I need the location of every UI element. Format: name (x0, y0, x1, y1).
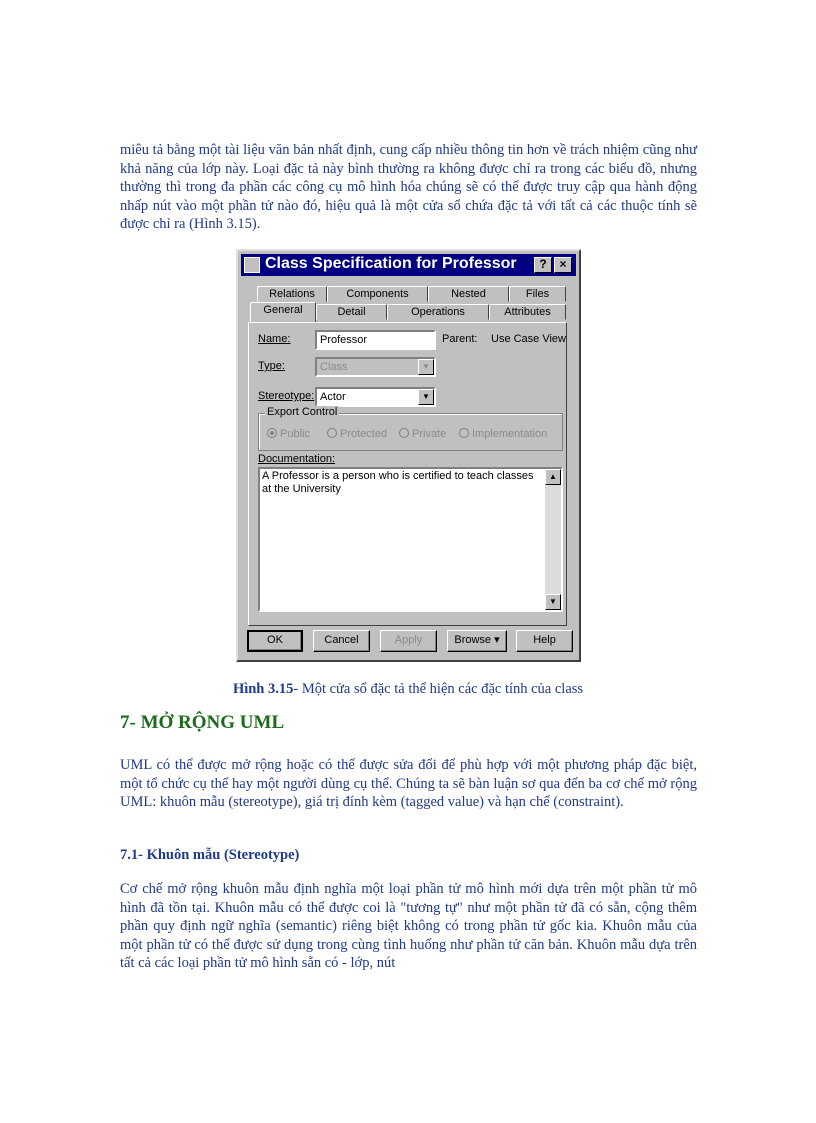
browse-button[interactable]: Browse ▾ (447, 630, 507, 652)
radio-public[interactable]: Public (267, 428, 310, 440)
scroll-up-icon[interactable]: ▲ (545, 469, 561, 485)
parent-value: Use Case View (491, 333, 566, 345)
subsection-heading: 7.1- Khuôn mẫu (Stereotype) (120, 847, 300, 863)
chevron-down-icon[interactable]: ▼ (418, 359, 434, 375)
radio-icon (327, 428, 337, 438)
parent-label: Parent: (442, 333, 478, 345)
type-label: Type: (258, 360, 285, 372)
name-label: Name: (258, 333, 291, 345)
tab-files[interactable]: Files (509, 286, 566, 302)
close-button[interactable]: × (554, 257, 572, 273)
tab-nested[interactable]: Nested (428, 286, 509, 302)
documentation-textarea[interactable] (258, 467, 563, 612)
stereotype-label: Stereotype: (258, 390, 315, 402)
dialog-titlebar[interactable] (241, 254, 576, 276)
tab-components[interactable]: Components (327, 286, 428, 302)
class-specification-dialog (236, 249, 581, 662)
documentation-scrollbar[interactable] (545, 469, 561, 610)
radio-icon (459, 428, 469, 438)
scroll-down-icon[interactable]: ▼ (545, 594, 561, 610)
section-heading: 7- MỞ RỘNG UML (120, 712, 285, 733)
ok-button[interactable]: OK (247, 630, 303, 652)
intro-paragraph: miêu tả bằng một tài liệu văn bản nhất định, cung cấp nhiều thông tin hơn về trách nhiệm cũng như khả năng của lớp này. Loại đặc tả này bình thường ra không được chỉ ra trong các biểu đồ, nhưng thường thì trong đa phần các công cụ mô hình hóa chúng sẽ có thể được truy cập qua hành động nhấp nút vào một phần tử nào đó, hiệu quả là một cửa sổ chứa đặc tả với tất cả các thuộc tính sẽ được chỉ ra (Hình 3.15). (120, 142, 697, 232)
radio-icon (399, 428, 409, 438)
radio-private[interactable]: Private (399, 428, 446, 440)
dialog-title: Class Specification for Professor (265, 255, 517, 272)
stereotype-dropdown[interactable]: Actor (315, 387, 436, 407)
tab-detail[interactable]: Detail (316, 304, 387, 320)
radio-protected[interactable]: Protected (327, 428, 387, 440)
tab-attributes[interactable]: Attributes (489, 304, 566, 320)
chevron-down-icon[interactable]: ▼ (418, 389, 434, 405)
app-icon (244, 257, 260, 273)
help-button[interactable]: Help (516, 630, 573, 652)
apply-button[interactable]: Apply (380, 630, 437, 652)
figure-caption (0, 681, 816, 698)
help-title-button[interactable]: ? (534, 257, 552, 273)
documentation-label: Documentation: (258, 453, 336, 465)
radio-implementation[interactable]: Implementation (459, 428, 547, 440)
type-dropdown[interactable]: Class (315, 357, 436, 377)
caption-label: Hình 3.15 (232, 681, 294, 697)
tab-general[interactable]: General (250, 302, 316, 322)
tab-operations[interactable]: Operations (387, 304, 489, 320)
section-paragraph: UML có thể được mở rộng hoặc có thể được sửa đổi để phù hợp với một phương pháp đặc biệt, một tổ chức cụ thể hay một người dùng cụ thể. Chúng ta sẽ bàn luận sơ qua đến ba cơ chế mở rộng UML: khuôn mẫu (stereotype), giá trị đính kèm (tagged value) và hạn chế (constraint). (120, 757, 697, 810)
name-field[interactable]: Professor (315, 330, 436, 350)
export-control-group (258, 406, 563, 451)
caption-text: - Một cửa sổ đặc tả thể hiện các đặc tính của class (293, 681, 584, 697)
radio-selected-icon (267, 428, 277, 438)
documentation-text: A Professor is a person who is certified to teach classes at the University (262, 470, 534, 495)
tab-relations[interactable]: Relations (257, 286, 327, 302)
subsection-paragraph: Cơ chế mở rộng khuôn mẫu định nghĩa một loại phần tử mô hình mới dựa trên một phần tử mô hình đã tồn tại. Khuôn mẫu có thể được coi là "tương tự" như một phần tử đã có sẵn, cộng thêm phần quy định ngữ nghĩa (semantic) riêng biệt không có trong phần tử gốc kia. Khuôn mẫu của một phần tử có thể được sử dụng trong cùng tình huống như phần tử căn bản. Khuôn mẫu dựa trên tất cả các loại phần tử mô hình sẵn có - lớp, nút (120, 881, 697, 971)
export-control-label: Export Control (267, 406, 338, 418)
cancel-button[interactable]: Cancel (313, 630, 370, 652)
